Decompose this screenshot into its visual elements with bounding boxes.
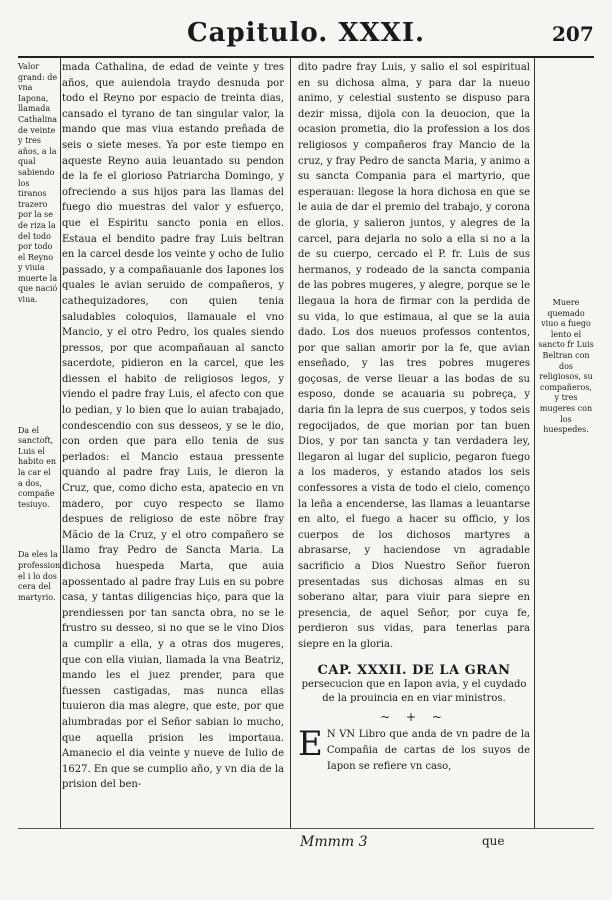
signature-mark: Mmmm 3	[300, 834, 368, 850]
footer-rule	[18, 828, 594, 829]
page-title: Capitulo. XXXI.	[186, 18, 426, 48]
chapter-text: N VN Libro que anda de vn padre de la Compañia de cartas de los suyos de Iapon se refiere vn caso,	[326, 729, 530, 772]
page-number: 207	[552, 22, 594, 46]
column-divider	[290, 58, 291, 828]
ornament: ~ + ~	[380, 709, 448, 724]
marginal-note: Da el sanctoft, Luis el habito en la car el a dos, compañe tesiuyo.	[18, 425, 57, 509]
marginal-note: Da eles la profession el i lo dos cera del martyrio.	[18, 550, 61, 602]
chapter-heading: CAP. XXXII. DE LA GRAN	[317, 662, 511, 678]
chapter-opening	[298, 724, 530, 774]
drop-cap: E	[298, 724, 323, 765]
text-column-right	[298, 60, 530, 774]
left-marginalia	[18, 62, 61, 617]
header-rule	[18, 56, 594, 58]
left-margin-divider	[60, 58, 61, 828]
chapter-subtitle: persecucion que en Iapon avia, y el cuydado de la prouincia en en viar ministros.	[301, 679, 527, 704]
marginal-note: Valor grand: de vna Iapona, llamada Cathalina de veinte y tres años, a la qual sabiendo los tiranos trazero por la se de riza la del todo por todo el Reyno y viuia muerte la que nació viua.	[18, 62, 58, 305]
catchword: que	[482, 834, 505, 848]
column-text: mada Cathalina, de edad de veinte y tres años, que auiendola traydo desnuda por todo el Reyno por espacio de treinta dias, cansado el tyrano de tan singular valor, la mando que mas viua estando preñada de seis o siete meses. Ya por este tiempo en aqueste Reyno auia leuantado su pendon de la fe el glorioso Patriarcha Domingo, y ofreciendo a sus hijos para las llamas del fuego dio muestras del valor y esfuerço, que el Espiritu sancto ponia en ellos. Estaua el bendito padre fray Luis beltran en la carcel desde los veinte y ocho de Iulio passado, y a compañauanle dos Iapones los quales le avian seruido de compañeros, y cathequizadores, con quien tenia saludables coloquios, llamauale el vno Mancio, y el otro Pedro, los quales siendo pressos, por que acompañauan al sancto sacerdote, pidieron en la carcel, que les diessen el habito de religiosos legos, y viendo el padre fray Luis, el afecto con que lo pedian, y lo bien que lo auian trabajado, condescendio con sus desseos, y se le dio, con orden que para ello tenia de sus perlados: el Mancio estaua pressente quando al padre fray Luis, le dieron la Cruz, que, como dicho esta, apatecio en vn madero, por cuyo respecto se llamo despues de religioso de este nõbre fray Mãcio de la Cruz, y el otro compañero se llamo fray Pedro de Sancta Maria. La dichosa huespeda Marta, que auia apossentado al padre fray Luis en su pobre casa, y tantas diligencias hiço, para que la prendiessen por tan sancta obra, no se le frustro su desseo, si no que se le vino Dios a cumplir a ella, y a otras dos mugeres, que con ella viuian, llamada la vna Beatriz, mando les el juez prender, para que fuessen castigadas, mas nunca ellas tuuieron dia mas alegre, que este, por que alumbradas por el Señor sabian lo mucho, que aquella prision les importaua. Amanecio el dia veinte y nueve de Iulio de 1627. En que se cumplio año, y vn dia de la prision del ben-	[62, 62, 284, 791]
right-marginal-note: Muere quemado viuo a fuego lento el sancto fr Luis Beltran con dos religiosos, su compañeros, y tres mugeres con los huespedes.	[538, 298, 594, 435]
right-margin-divider	[534, 58, 535, 828]
text-column-left	[62, 60, 284, 793]
column-text: dito padre fray Luis, y salio el sol espiritual en su dichosa alma, y para dar la nueuo animo, y celestial sustento se dispuso para dezir missa, dijola con la deuocion, que la ocasion prometia, dio la profession a los dos religiosos y compañeros fray Mancio de la cruz, y fray Pedro de sancta Maria, y animo a su sancta Compania para el martyrio, que esperauan: llegose la hora dichosa en que se le auia de dar el premio del trabajo, y corona de gloria, y salieron juntos, y alegres de la carcel, para dejarla no solo a ella si no a la de su cuerpo, cercado el P. fr. Luis de sus hermanos, y rodeado de la sancta compania de las pobres mugeres, y alegre, porque se le llegaua la hora de firmar con la perdida de su vida, lo que estimaua, al que se la auia dado. Los dos nueuos professos contentos, por que salian amorir por la fe, que avian enseñado, y las tres pobres mugeres goçosas, de verse lleuar a las bodas de su esposo, donde se acauaria su pobreça, y daria fin la lepra de sus cuerpos, y todos seis regocijados, de que morian por tan buen Dios, y por tan sancta y tan verdadera ley, llegaron al lugar del suplicio, pegaron fuego a los maderos, y estando atados los seis confessores a vista de todo el cielo, començo la leña a encenderse, las llamas a leuantarse en alto, el fuego a hacer su officio, y los cuerpos de los dichosos martyres a abrasarse, y haciendose vn agradable sacrificio a Dios Nuestro Señor fueron presentadas sus dichosas almas en su soberano altar, para viuir para siepre en presencia, de aquel Señor, por cuya fe, perdieron sus vidas, para tenerlas para siepre en la gloria.	[298, 62, 530, 650]
